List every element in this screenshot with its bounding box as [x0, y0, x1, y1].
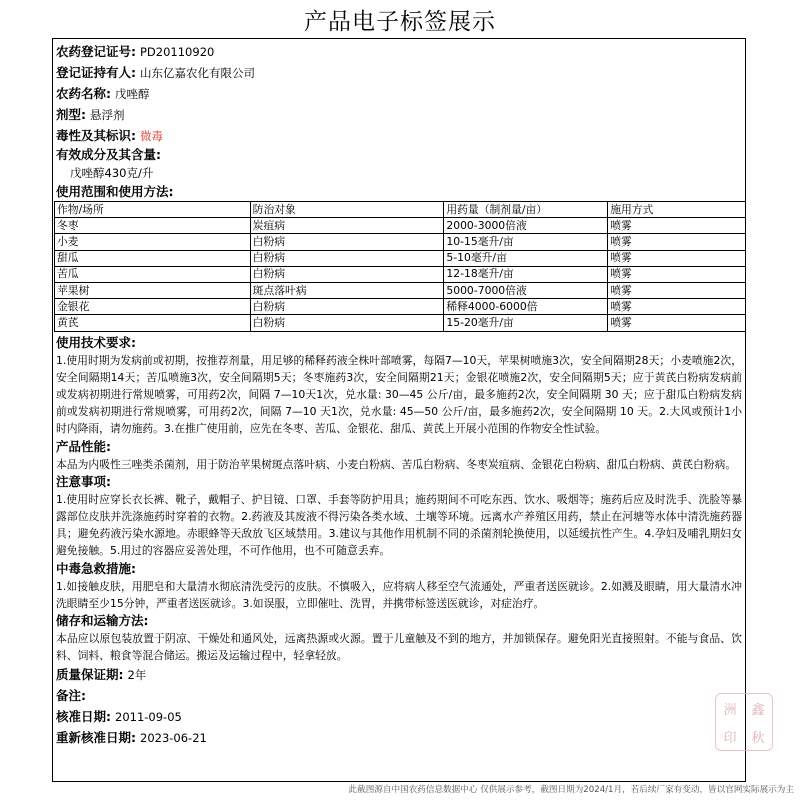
- performance-text: 本品为内吸性三唑类杀菌剂，用于防治苹果树斑点落叶病、小麦白粉病、苦瓜白粉病、冬枣炭疽病、金银花白粉病、甜瓜白粉病、黄芪白粉病。: [56, 457, 737, 471]
- usage-cell: 苦瓜: [55, 266, 251, 282]
- seal-char: 洲: [723, 702, 737, 718]
- pesticide-name-value: 戊唑醇: [115, 87, 150, 101]
- usage-table: [54, 201, 746, 332]
- usage-cell: 苹果树: [55, 282, 251, 298]
- warranty-label: 质量保证期:: [56, 667, 124, 683]
- usage-cell: 白粉病: [250, 315, 444, 331]
- ingredients-label: 有效成分及其含量:: [56, 147, 161, 162]
- remarks-label: 备注:: [56, 688, 86, 704]
- table-row: [55, 234, 746, 250]
- header-cell: 施用方式: [608, 202, 746, 218]
- first-aid-label: 中毒急救措施:: [56, 560, 136, 576]
- reapproval-date-value: 2023-06-21: [140, 731, 207, 746]
- usage-cell: 喷雾: [608, 299, 746, 315]
- usage-cell: 喷雾: [608, 234, 746, 250]
- label-frame: [52, 38, 746, 782]
- pesticide-name-label: 农药名称:: [56, 86, 111, 101]
- header-cell: 用药量（制剂量/亩）: [444, 202, 608, 218]
- usage-cell: 喷雾: [608, 250, 746, 266]
- usage-cell: 炭疽病: [250, 218, 444, 234]
- usage-cell: 白粉病: [250, 250, 444, 266]
- seal-char: 鑫: [751, 702, 765, 718]
- remarks-row: [56, 685, 742, 706]
- usage-header-row: [55, 202, 746, 218]
- toxicity-row: [56, 125, 742, 146]
- storage-label: 储存和运输方法:: [56, 612, 149, 628]
- usage-cell: 喷雾: [608, 218, 746, 234]
- seal-char: 印: [723, 730, 737, 746]
- formulation-value: 悬浮剂: [90, 108, 125, 122]
- usage-cell: 5000-7000倍液: [444, 282, 608, 298]
- usage-cell: 喷雾: [608, 315, 746, 331]
- usage-cell: 5-10毫升/亩: [444, 250, 608, 266]
- holder-value: 山东亿嘉农化有限公司: [140, 66, 255, 80]
- usage-label: 使用范围和使用方法:: [56, 184, 174, 199]
- usage-cell: 15-20毫升/亩: [444, 315, 608, 331]
- footer-note: 此截图源自中国农药信息数据中心 仅供展示参考，截图日期为2024/1月，若后续厂家有变动，皆以官网实际展示为主: [348, 785, 794, 795]
- holder-row: [56, 62, 742, 83]
- usage-cell: 白粉病: [250, 234, 444, 250]
- usage-cell: 甜瓜: [55, 250, 251, 266]
- ingredients-value: 戊唑醇430克/升: [70, 166, 154, 180]
- storage-text: 本品应以原包装放置于阴凉、干燥处和通风处，远离热源或火源。置于儿童触及不到的地方，并加锁保存。避免阳光直接照射。不能与食品、饮料、饲料、粮食等混合储运。搬运及运输过程中，轻拿轻放。: [56, 631, 742, 663]
- table-row: [55, 218, 746, 234]
- holder-label: 登记证持有人:: [56, 65, 136, 80]
- usage-cell: 喷雾: [608, 266, 746, 282]
- registration-row: [56, 41, 742, 62]
- first-aid-text: 1.如接触皮肤，用肥皂和大量清水彻底清洗受污的皮肤。不慎吸入，应将病人移至空气流通处，严重者送医就诊。2.如溅及眼睛，用大量清水冲洗眼睛至少15分钟，严重者送医就诊。3.如误服，立即催吐、洗胃，并携带标签送医就诊，对症治疗。: [56, 579, 742, 610]
- usage-cell: 稀释4000-6000倍: [444, 299, 608, 315]
- usage-cell: 10-15毫升/亩: [444, 234, 608, 250]
- usage-cell: 12-18毫升/亩: [444, 266, 608, 282]
- reapproval-date-label: 重新核准日期:: [56, 730, 136, 746]
- page-title: 产品电子标签展示: [304, 9, 496, 35]
- approval-date-row: [56, 706, 742, 727]
- usage-cell: 金银花: [55, 299, 251, 315]
- usage-cell: 白粉病: [250, 266, 444, 282]
- seal-stamp: [715, 693, 773, 751]
- usage-cell: 冬枣: [55, 218, 251, 234]
- table-row: [55, 282, 746, 298]
- reapproval-date-row: [56, 727, 742, 748]
- registration-label: 农药登记证号:: [56, 44, 136, 59]
- usage-cell: 黄芪: [55, 315, 251, 331]
- formulation-row: [56, 104, 742, 125]
- approval-date-label: 核准日期:: [56, 709, 111, 725]
- table-row: [55, 266, 746, 282]
- table-row: [55, 315, 746, 331]
- usage-cell: 小麦: [55, 234, 251, 250]
- seal-char: 秋: [751, 730, 765, 746]
- table-row: [55, 299, 746, 315]
- pesticide-name-row: [56, 83, 742, 104]
- usage-cell: 白粉病: [250, 299, 444, 315]
- tech-text: 1.使用时期为发病前或初期，按推荐剂量，用足够的稀释药液全株叶部喷雾，每隔7—10天，苹果树喷施3次，安全间隔期28天；小麦喷施2次，安全间隔期14天；苦瓜喷施3次，安全间隔期5天；冬枣施药3次，安全间隔期21天；金银花喷施2次，安全间隔期5天；应于黄芪白粉病发病前或发病初期进行常规喷雾，可用药2次，间隔 7—10天1次，兑水量: 30—45 公斤/亩，最多施药2次，安全间隔期 30 天；应于甜瓜白粉病发病前或发病初期进行常规喷雾，可用药2次，间隔 7—10 天1次，兑水量: 45—50 公斤/亩，最多施药2次，安全间隔期 10 天。2.大风或预计1小时内降雨，请勿施药。3.在推广使用前，应先在冬枣、苦瓜、金银花、甜瓜、黄芪上开展小范围的作物安全性试验。: [56, 353, 742, 436]
- performance-label: 产品性能:: [56, 438, 111, 454]
- toxicity-label: 毒性及其标识:: [56, 128, 136, 143]
- caution-text: 1.使用时应穿长衣长裤、靴子，戴帽子、护目镜、口罩、手套等防护用具；施药期间不可吃东西、饮水、吸烟等；施药后应及时洗手、洗脸等暴露部位皮肤并洗涤施药时穿着的衣物。2.药液及其废液不得污染各类水域、土壤等环境。远离水产养殖区用药，禁止在河塘等水体中清洗施药器具；避免药液污染水源地。赤眼蜂等天敌放飞区域禁用。3.建议与其他作用机制不同的杀菌剂轮换使用，以延缓抗性产生。4.孕妇及哺乳期妇女避免接触。5.用过的容器应妥善处理，不可作他用，也不可随意丢弃。: [56, 492, 742, 558]
- header-cell: 作物/场所: [55, 202, 251, 218]
- tech-label: 使用技术要求:: [56, 334, 136, 350]
- approval-date-value: 2011-09-05: [115, 710, 182, 725]
- warranty-row: [56, 664, 742, 685]
- usage-cell: 2000-3000倍液: [444, 218, 608, 234]
- registration-value: PD20110920: [140, 45, 215, 59]
- warranty-value: 2年: [127, 668, 147, 683]
- usage-cell: 喷雾: [608, 282, 746, 298]
- formulation-label: 剂型:: [56, 107, 86, 122]
- header-cell: 防治对象: [250, 202, 444, 218]
- table-row: [55, 250, 746, 266]
- toxicity-value: 微毒: [140, 129, 163, 143]
- caution-label: 注意事项:: [56, 473, 111, 489]
- usage-cell: 斑点落叶病: [250, 282, 444, 298]
